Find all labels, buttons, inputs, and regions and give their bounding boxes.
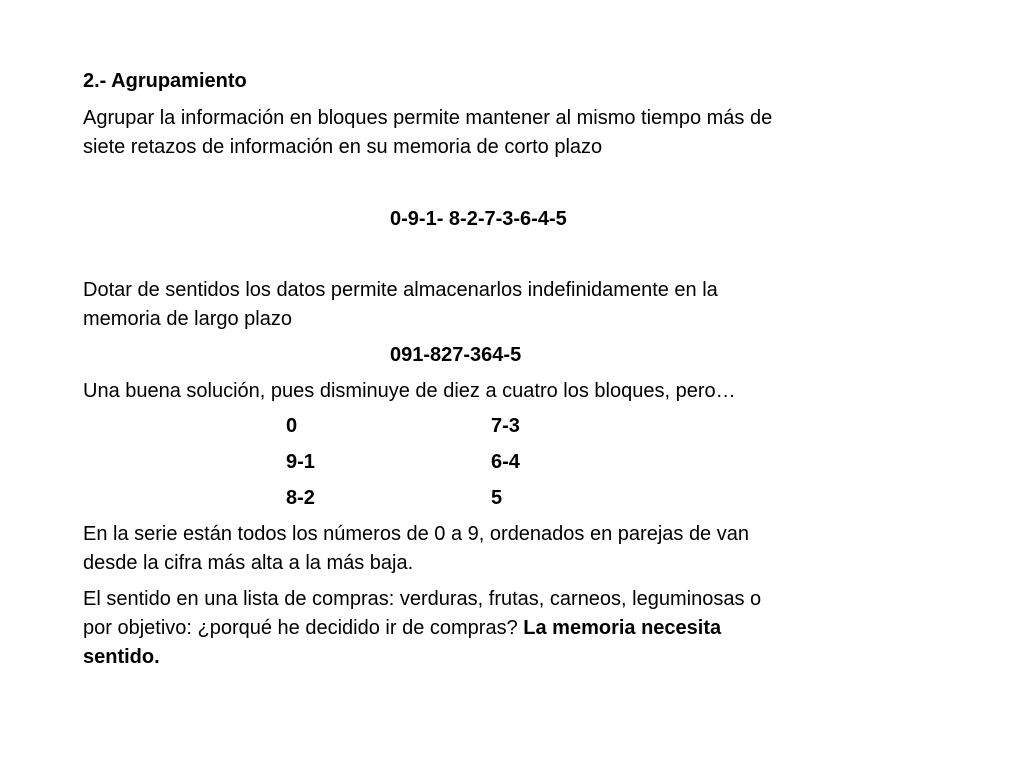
group-right-1: 7-3 [491,415,520,437]
paragraph-5-line-2 [83,614,721,643]
digit-sequence-ungrouped: 0-9-1- 8-2-7-3-6-4-5 [390,208,567,230]
paragraph-4-line-1: En la serie están todos los números de 0 a 9, ordenados en parejas de van [83,523,749,545]
paragraph-5-line-1: El sentido en una lista de compras: verduras, frutas, carneos, leguminosas o [83,588,762,610]
paragraph-2-line-1: Dotar de sentidos los datos permite almacenarlos indefinidamente en la [83,279,718,301]
paragraph-1-line-1: Agrupar la información en bloques permite mantener al mismo tiempo más de [83,107,773,129]
group-left-1: 0 [286,415,298,437]
conclusion-bold-end: sentido. [83,646,160,668]
paragraph-1-line-2: siete retazos de información en su memoria de corto plazo [83,136,603,158]
paragraph-4-line-2: desde la cifra más alta a la más baja. [83,552,414,574]
conclusion-bold-text: La memoria necesita [523,617,722,639]
group-right-2: 6-4 [491,451,520,473]
paragraph-5-line-2-text: por objetivo: ¿porqué he decidido ir de compras? [83,617,524,639]
group-right-3: 5 [491,487,503,509]
group-left-2: 9-1 [286,451,315,473]
paragraph-2-line-2: memoria de largo plazo [83,308,292,330]
digit-sequence-grouped: 091-827-364-5 [390,344,522,366]
group-left-3: 8-2 [286,487,315,509]
slide-heading: 2.- Agrupamiento [83,70,247,92]
paragraph-3: Una buena solución, pues disminuye de diez a cuatro los bloques, pero… [83,380,736,402]
